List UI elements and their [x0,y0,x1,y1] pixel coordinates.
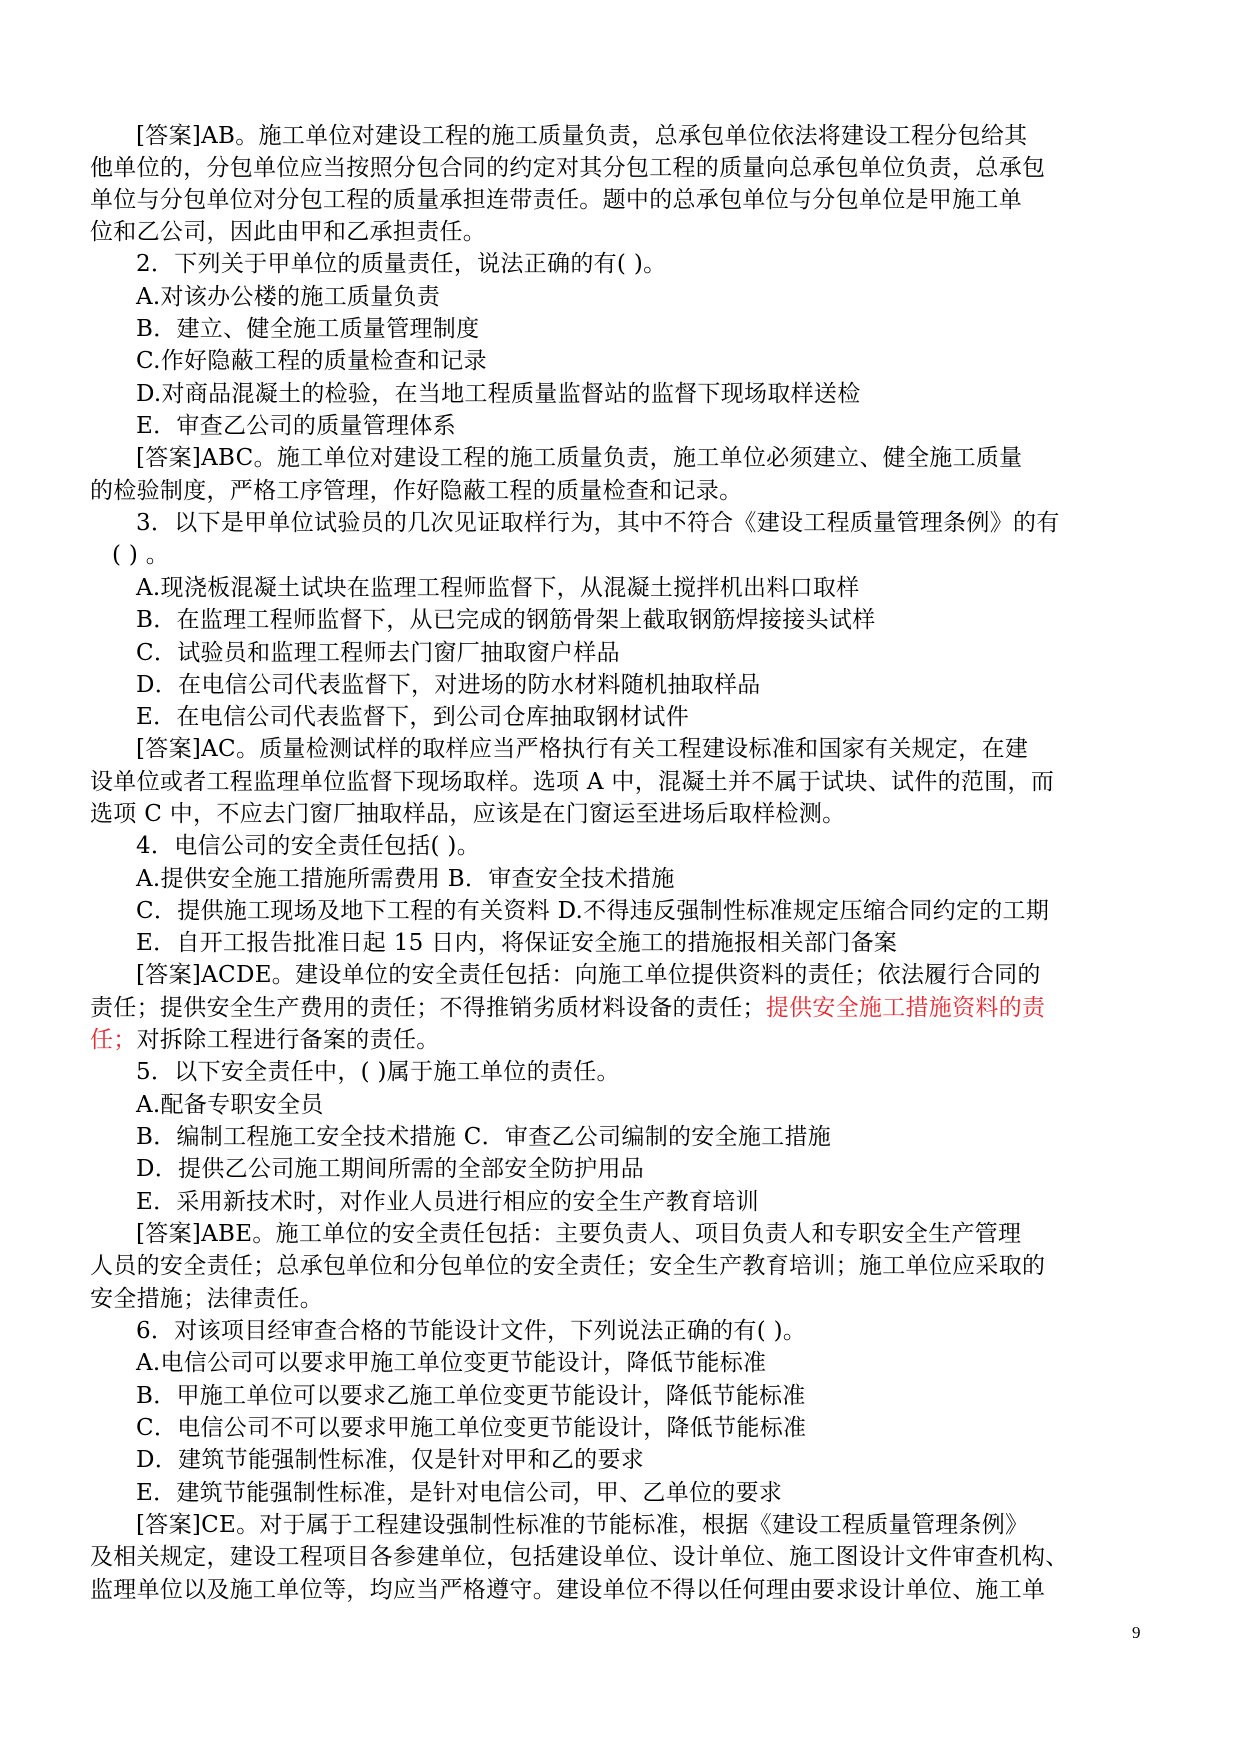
answer-4-line-1: [答案]ACDE。建设单位的安全责任包括：向施工单位提供资料的责任；依法履行合同的 [136,962,1041,988]
answer-4-line-2 [90,992,1045,1024]
question-5: 5．以下安全责任中，( )属于施工单位的责任。 [136,1059,620,1085]
answer-4-line-2-text: 责任；提供安全生产费用的责任；不得推销劣质材料设备的责任； [90,995,766,1021]
question-6-option-d: D．建筑节能强制性标准，仅是针对甲和乙的要求 [136,1447,645,1473]
answer-5-line-1: [答案]ABE。施工单位的安全责任包括：主要负责人、项目负责人和专职安全生产管理 [136,1221,1022,1247]
question-5-option-a: A.配备专职安全员 [136,1092,324,1118]
question-3-line-2: ( ) 。 [112,542,170,568]
page-number: 9 [1132,1623,1141,1642]
answer-1-line-3: 单位与分包单位对分包工程的质量承担连带责任。题中的总承包单位与分包单位是甲施工单 [90,187,1022,213]
question-2-option-d: D.对商品混凝土的检验，在当地工程质量监督站的监督下现场取样送检 [136,381,861,407]
question-4-option-e: E．自开工报告批准日起 15 日内，将保证安全施工的措施报相关部门备案 [136,930,898,956]
question-3-option-b: B．在监理工程师监督下，从已完成的钢筋骨架上截取钢筋焊接接头试样 [136,607,876,633]
answer-5-line-3: 安全措施；法律责任。 [90,1286,323,1312]
question-6-option-c: C．电信公司不可以要求甲施工单位变更节能设计，降低节能标准 [136,1415,807,1441]
question-4: 4．电信公司的安全责任包括( )。 [136,833,480,859]
answer-4-highlight-2: 任； [90,1027,137,1053]
answer-1-line-4: 位和乙公司，因此由甲和乙承担责任。 [90,219,487,245]
question-6-option-a: A.电信公司可以要求甲施工单位变更节能设计，降低节能标准 [136,1350,767,1376]
question-3-option-a: A.现浇板混凝土试块在监理工程师监督下，从混凝土搅拌机出料口取样 [136,575,860,601]
answer-4-line-3-text: 对拆除工程进行备案的责任。 [136,1027,440,1053]
answer-4-highlight-1: 提供安全施工措施资料的责 [765,995,1046,1021]
question-2-option-a: A.对该办公楼的施工质量负责 [136,284,441,310]
answer-6-line-3: 监理单位以及施工单位等，均应当严格遵守。建设单位不得以任何理由要求设计单位、施工单 [90,1577,1046,1603]
answer-1-line-1: [答案]AB。施工单位对建设工程的施工质量负责，总承包单位依法将建设工程分包给其 [136,123,1028,149]
question-3-option-e: E．在电信公司代表监督下，到公司仓库抽取钢材试件 [136,704,689,730]
answer-1-line-2: 他单位的，分包单位应当按照分包合同的约定对其分包工程的质量向总承包单位负责，总承包 [90,155,1046,181]
question-6-option-b: B．甲施工单位可以要求乙施工单位变更节能设计，降低节能标准 [136,1383,806,1409]
question-3-option-c: C．试验员和监理工程师去门窗厂抽取窗户样品 [136,640,620,666]
answer-5-line-2: 人员的安全责任；总承包单位和分包单位的安全责任；安全生产教育培训；施工单位应采取的 [90,1253,1046,1279]
question-6: 6．对该项目经审查合格的节能设计文件，下列说法正确的有( )。 [136,1318,807,1344]
question-5-option-d: D．提供乙公司施工期间所需的全部安全防护用品 [136,1156,645,1182]
question-2-option-e: E．审查乙公司的质量管理体系 [136,413,456,439]
answer-6-line-2: 及相关规定，建设工程项目各参建单位，包括建设单位、设计单位、施工图设计文件审查机构、 [90,1544,1069,1570]
question-2: 2．下列关于甲单位的质量责任，说法正确的有( )。 [136,251,667,277]
question-2-option-b: B．建立、健全施工质量管理制度 [136,316,480,342]
answer-3-line-2: 设单位或者工程监理单位监督下现场取样。选项 A 中，混凝土并不属于试块、试件的范围，而 [90,769,1055,795]
question-4-options-a-b: A.提供安全施工措施所需费用 B．审查安全技术措施 [136,866,675,892]
answer-2-line-2: 的检验制度，严格工序管理，作好隐蔽工程的质量检查和记录。 [90,478,743,504]
question-6-option-e: E．建筑节能强制性标准，是针对电信公司，甲、乙单位的要求 [136,1480,783,1506]
answer-3-line-3: 选项 C 中，不应去门窗厂抽取样品，应该是在门窗运至进场后取样检测。 [90,801,846,827]
question-3-line-1: 3．以下是甲单位试验员的几次见证取样行为，其中不符合《建设工程质量管理条例》的有 [136,510,1060,536]
answer-2-line-1: [答案]ABC。施工单位对建设工程的施工质量负责，施工单位必须建立、健全施工质量 [136,445,1023,471]
answer-4-line-3 [90,1024,440,1056]
question-5-option-e: E．采用新技术时，对作业人员进行相应的安全生产教育培训 [136,1189,759,1215]
question-3-option-d: D．在电信公司代表监督下，对进场的防水材料随机抽取样品 [136,672,761,698]
question-4-options-c-d: C．提供施工现场及地下工程的有关资料 D.不得违反强制性标准规定压缩合同约定的工期 [136,898,1050,924]
answer-6-line-1: [答案]CE。对于属于工程建设强制性标准的节能标准，根据《建设工程质量管理条例》 [136,1512,1029,1538]
question-2-option-c: C.作好隐蔽工程的质量检查和记录 [136,348,487,374]
answer-3-line-1: [答案]AC。质量检测试样的取样应当严格执行有关工程建设标准和国家有关规定，在建 [136,736,1029,762]
question-5-options-b-c: B．编制工程施工安全技术措施 C．审查乙公司编制的安全施工措施 [136,1124,832,1150]
